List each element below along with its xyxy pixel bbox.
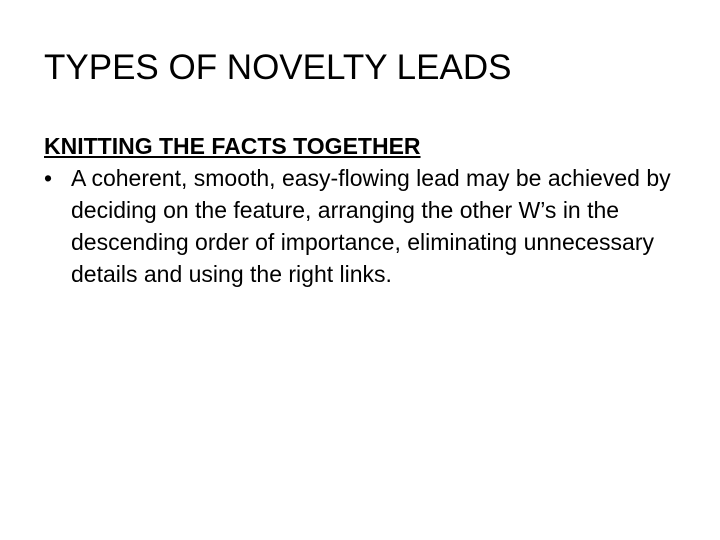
slide-content bbox=[44, 130, 694, 290]
slide-title: TYPES OF NOVELTY LEADS bbox=[44, 48, 512, 87]
bullet-marker-icon: • bbox=[44, 165, 53, 191]
bullet-text: A coherent, smooth, easy-flowing lead may be achieved by deciding on the feature, arranging the other W’s in the descending order of importance, eliminating unnecessary details and using the right links. bbox=[71, 165, 671, 287]
bullet-item bbox=[44, 162, 694, 290]
bullet-list bbox=[44, 162, 694, 290]
section-subheading: KNITTING THE FACTS TOGETHER bbox=[44, 133, 421, 159]
